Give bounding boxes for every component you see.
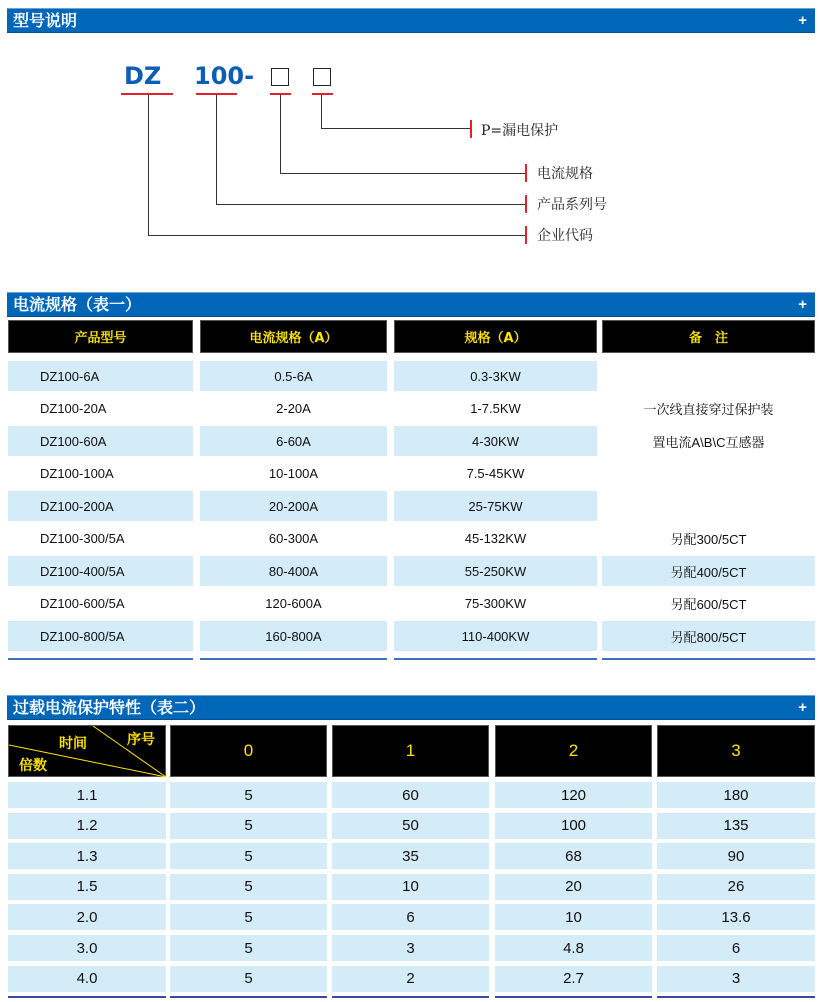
table2-cell: 5 (170, 935, 327, 961)
table1-header-cell: 备 注 (602, 320, 815, 353)
connector-line (148, 235, 526, 236)
corner-label-sequence: 序号 (127, 732, 155, 748)
table2-header-cell: 3 (657, 725, 815, 777)
table2-cell: 5 (170, 843, 327, 869)
table1-bottom-rule (602, 658, 815, 660)
code-prefix: DZ (124, 62, 162, 90)
underline-box2 (312, 93, 333, 95)
table1-cell: 6-60A (200, 426, 387, 456)
table1-cell: 10-100A (268, 466, 319, 481)
table1-cell: DZ100-800/5A (8, 621, 193, 651)
table1-cell: DZ100-60A (8, 426, 193, 456)
table1-bottom-rule (200, 658, 387, 660)
table2-cell: 2 (332, 966, 489, 992)
section-title-table2: 过载电流保护特性（表二） (13, 698, 206, 717)
empty-square-icon (313, 68, 331, 86)
table1-cell: 一次线直接穿过保护装 (643, 402, 774, 417)
expand-icon[interactable]: + (798, 12, 807, 29)
table2-cell: 6 (332, 904, 489, 930)
table2-cell: 50 (332, 813, 489, 839)
table1-cell: 0.5-6A (200, 361, 387, 391)
table2-bottom-rule (170, 996, 327, 998)
table2-cell: 35 (332, 843, 489, 869)
table1-cell: DZ100-100A (40, 466, 114, 481)
table2-cell: 1.2 (8, 813, 166, 839)
table2-cell: 4.0 (8, 966, 166, 992)
table2-corner-cell (8, 725, 166, 777)
table1-cell: 25-75KW (394, 491, 597, 521)
connector-line (216, 204, 526, 205)
table2-cell: 1.3 (8, 843, 166, 869)
table2-bottom-rule (495, 996, 652, 998)
table2-cell: 6 (657, 935, 815, 961)
label-current: 电流规格 (537, 166, 593, 182)
expand-icon[interactable]: + (798, 296, 807, 313)
table2-cell: 1.5 (8, 874, 166, 900)
label-tick (525, 195, 527, 213)
connector-line (148, 95, 149, 235)
table2-cell: 13.6 (657, 904, 815, 930)
table1-cell: 另配400/5CT (602, 556, 815, 586)
table2-cell: 5 (170, 904, 327, 930)
connector-line (216, 95, 217, 204)
table1-cell: 7.5-45KW (466, 466, 525, 481)
table1-cell: 另配300/5CT (670, 532, 747, 547)
table1-cell: 置电流A\B\C互感器 (652, 434, 765, 450)
expand-icon[interactable]: + (798, 699, 807, 716)
section-bar-table2 (7, 695, 815, 720)
table1-cell: 110-400KW (394, 621, 597, 651)
table1-cell (602, 459, 815, 489)
table1-cell: 另配800/5CT (602, 621, 815, 651)
table2-cell: 135 (657, 813, 815, 839)
corner-label-time: 时间 (59, 736, 87, 752)
underline-prefix (121, 93, 173, 95)
table1-cell: 另配600/5CT (670, 597, 747, 612)
table1-bottom-rule (394, 658, 597, 660)
table2-cell: 120 (495, 782, 652, 808)
connector-line (280, 95, 281, 173)
label-company: 企业代码 (537, 228, 593, 244)
table1-header-cell: 规格（A） (394, 320, 597, 353)
code-series: 100- (194, 62, 255, 90)
table1-header-cell: 产品型号 (8, 320, 193, 353)
table2-header-cell: 2 (495, 725, 652, 777)
table2-cell: 3 (657, 966, 815, 992)
label-tick (525, 164, 527, 182)
table1-cell: 160-800A (200, 621, 387, 651)
table2-header-cell: 0 (170, 725, 327, 777)
section-bar-table1 (7, 292, 815, 317)
label-tick (470, 120, 472, 138)
table1-cell: 60-300A (268, 531, 319, 546)
table1-header-cell: 电流规格（A） (200, 320, 387, 353)
connector-line (321, 95, 322, 128)
table2-cell: 68 (495, 843, 652, 869)
table1-cell: 80-400A (200, 556, 387, 586)
table1-cell: 75-300KW (464, 596, 527, 611)
table2-cell: 10 (332, 874, 489, 900)
table1-cell: 4-30KW (394, 426, 597, 456)
table1-cell: DZ100-20A (40, 401, 107, 416)
table2-cell: 10 (495, 904, 652, 930)
table2-cell: 2.0 (8, 904, 166, 930)
table2-cell: 5 (170, 782, 327, 808)
label-tick (525, 226, 527, 244)
table2-cell: 60 (332, 782, 489, 808)
table2-cell: 180 (657, 782, 815, 808)
table1-cell: 120-600A (265, 596, 322, 611)
table1-cell: 20-200A (200, 491, 387, 521)
table2-cell: 4.8 (495, 935, 652, 961)
table1-cell: 2-20A (276, 401, 311, 416)
connector-line (321, 128, 471, 129)
empty-square-icon (271, 68, 289, 86)
table2-bottom-rule (657, 996, 815, 998)
table2-cell: 20 (495, 874, 652, 900)
table2-bottom-rule (8, 996, 166, 998)
section-title-table1: 电流规格（表一） (13, 295, 142, 314)
table1-cell: 1-7.5KW (470, 401, 521, 416)
table1-cell: DZ100-600/5A (40, 596, 125, 611)
table1-cell: DZ100-400/5A (8, 556, 193, 586)
table1-cell: DZ100-300/5A (40, 531, 125, 546)
section-title-model: 型号说明 (13, 11, 78, 30)
table1-cell: 55-250KW (394, 556, 597, 586)
connector-line (280, 173, 526, 174)
table1-cell: DZ100-200A (8, 491, 193, 521)
table1-cell: 45-132KW (464, 531, 527, 546)
table2-cell: 5 (170, 874, 327, 900)
table2-cell: 1.1 (8, 782, 166, 808)
table1-cell: DZ100-6A (8, 361, 193, 391)
section-bar-model (7, 8, 815, 33)
table2-cell: 26 (657, 874, 815, 900)
model-code-diagram (0, 40, 820, 270)
table2-cell: 90 (657, 843, 815, 869)
table1-cell: 0.3-3KW (394, 361, 597, 391)
table2-cell: 3.0 (8, 935, 166, 961)
table2-cell: 5 (170, 813, 327, 839)
table1-bottom-rule (8, 658, 193, 660)
table2-bottom-rule (332, 996, 489, 998)
table2-header-cell: 1 (332, 725, 489, 777)
table2-cell: 5 (170, 966, 327, 992)
table1-cell (602, 361, 815, 391)
table2-cell: 2.7 (495, 966, 652, 992)
table2-cell: 3 (332, 935, 489, 961)
corner-label-multiple: 倍数 (19, 758, 47, 774)
table1-cell (602, 491, 815, 521)
table2-cell: 100 (495, 813, 652, 839)
label-leakage: P=漏电保护 (481, 123, 559, 139)
label-series: 产品系列号 (537, 197, 607, 213)
